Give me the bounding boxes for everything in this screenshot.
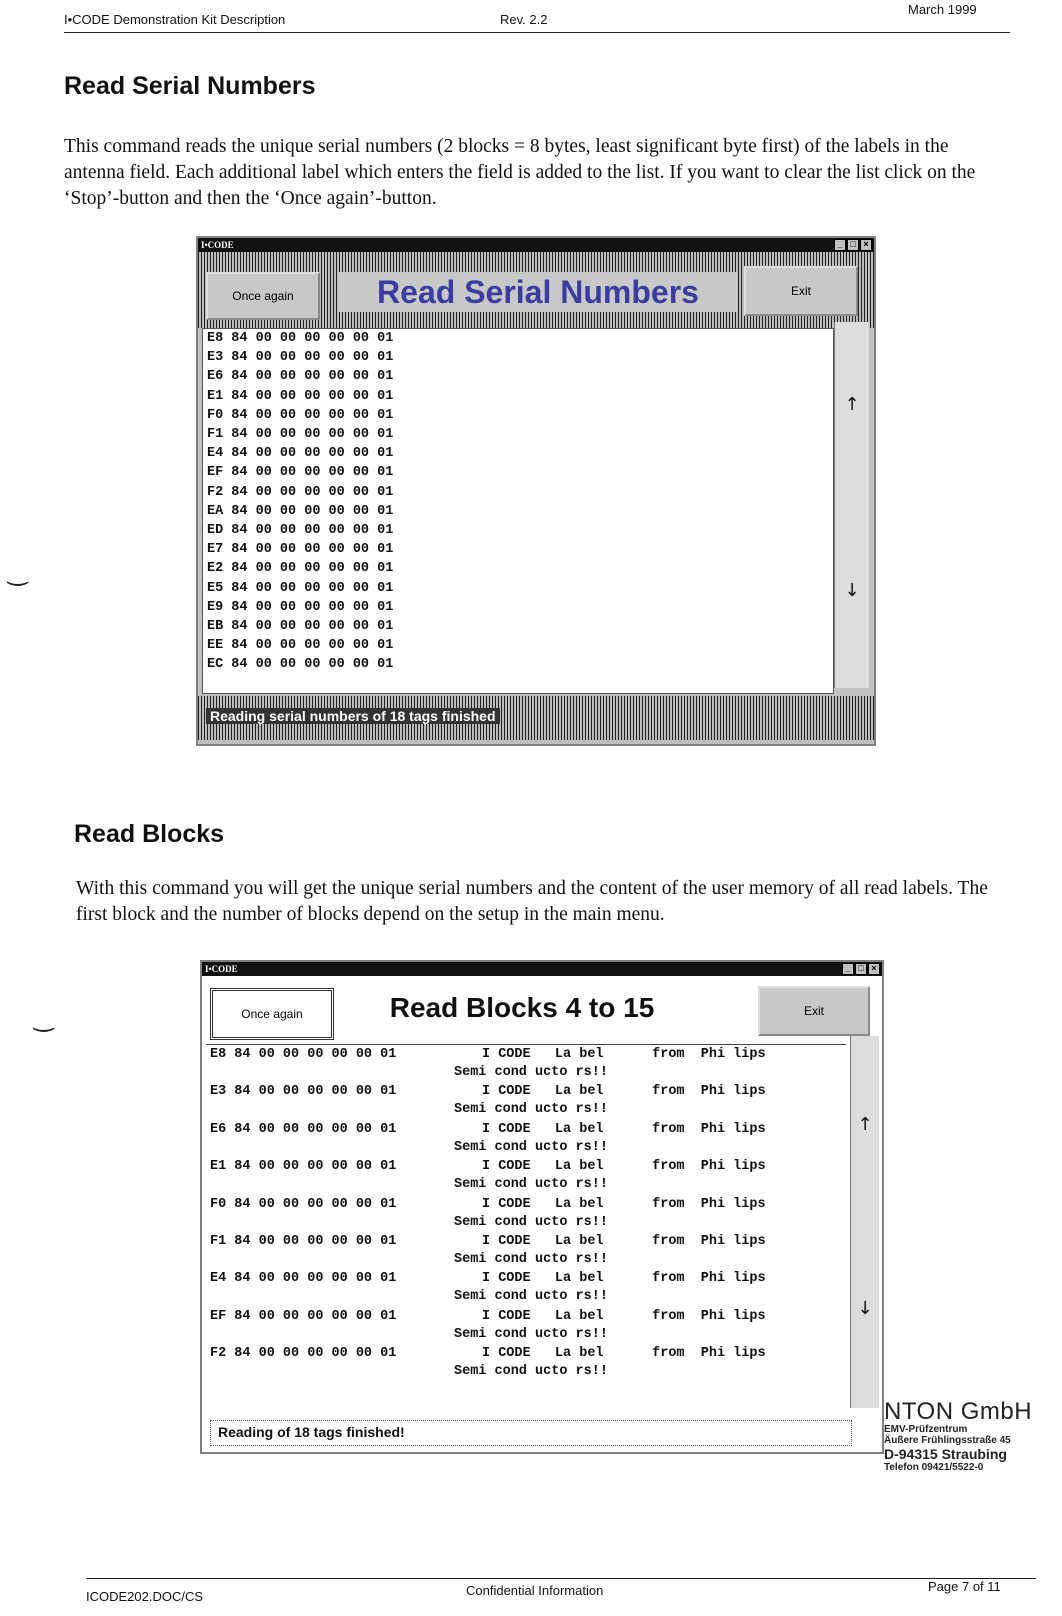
read-blocks-window xyxy=(200,960,884,1454)
margin-mark: ‿ xyxy=(34,1006,54,1032)
status-text: Reading of 18 tags finished! xyxy=(218,1424,405,1440)
block-row-text-line1: I CODE La bel from Phi lips xyxy=(482,1346,766,1362)
serial-row: EB 84 00 00 00 00 00 01 xyxy=(207,619,394,634)
serial-row: E3 84 00 00 00 00 00 01 xyxy=(207,350,394,366)
section-paragraph-read-blocks: With this command you will get the unique serial numbers and the content of the user memory of all read labels. The first block and the number of blocks depend on the setup in the main menu. xyxy=(76,878,988,925)
stamp-line4: Telefon 09421/5522-0 xyxy=(884,1462,984,1473)
once-again-button[interactable]: Once again xyxy=(206,272,320,320)
serial-row: E4 84 00 00 00 00 00 01 xyxy=(207,446,394,462)
header-date: March 1999 xyxy=(908,2,977,17)
block-row-text-line1: I CODE La bel from Phi lips xyxy=(482,1196,766,1212)
arrow-up-icon[interactable]: ↑ xyxy=(844,394,860,415)
stamp-company: NTON GmbH xyxy=(884,1398,1033,1425)
window-app-title: I•CODE xyxy=(201,240,234,250)
block-row-serial: F2 84 00 00 00 00 00 01 xyxy=(210,1346,397,1362)
serial-row: E2 84 00 00 00 00 00 01 xyxy=(207,561,394,577)
vertical-scrollbar[interactable] xyxy=(850,1036,879,1408)
block-row-text-line2: Semi cond ucto rs!! xyxy=(454,1177,608,1193)
serial-row: EA 84 00 00 00 00 00 01 xyxy=(207,503,394,519)
block-row-serial: E3 84 00 00 00 00 00 01 xyxy=(210,1084,397,1100)
serial-row: E1 84 00 00 00 00 00 01 xyxy=(207,388,394,404)
block-row-text-line1: I CODE La bel from Phi lips xyxy=(482,1047,766,1062)
block-row-text-line2: Semi cond ucto rs!! xyxy=(454,1364,608,1380)
exit-button[interactable]: Exit xyxy=(744,266,858,316)
minimize-icon[interactable]: _ xyxy=(834,239,846,251)
serial-row: ED 84 00 00 00 00 00 01 xyxy=(207,523,394,538)
block-row-text-line1: I CODE La bel from Phi lips xyxy=(482,1084,766,1100)
serial-row: E6 84 00 00 00 00 00 01 xyxy=(207,369,394,385)
block-row-text-line1: I CODE La bel from Phi lips xyxy=(482,1271,766,1287)
block-row-text-line2: Semi cond ucto rs!! xyxy=(454,1289,608,1305)
vertical-scrollbar[interactable] xyxy=(834,322,869,688)
serial-row: F0 84 00 00 00 00 00 01 xyxy=(207,407,394,423)
block-row-serial: F1 84 00 00 00 00 00 01 xyxy=(210,1234,397,1249)
serial-row: E8 84 00 00 00 00 00 01 xyxy=(207,331,394,346)
block-row-text-line1: I CODE La bel from Phi lips xyxy=(482,1121,766,1137)
margin-mark: ‿ xyxy=(8,560,28,586)
header-revision: Rev. 2.2 xyxy=(500,12,548,27)
window-title-bar xyxy=(198,238,874,252)
block-data-list xyxy=(206,1044,846,1393)
footer-page-number: Page 7 of 11 xyxy=(928,1579,1001,1594)
window-app-title: I•CODE xyxy=(205,964,238,974)
section-paragraph-read-serial-numbers: This command reads the unique serial numbers (2 blocks = 8 bytes, least significant byte first) of the labels in the antenna field. Each additional label which enters the field is added to the list. If you want to clear the list click on the ‘Stop’-button and then the ‘Once again’-button. xyxy=(64,136,976,209)
company-stamp xyxy=(884,1398,1044,1473)
stamp-line2: Äußere Frühlingsstraße 45 xyxy=(884,1435,1011,1446)
window-heading: Read Blocks 4 to 15 xyxy=(389,992,655,1023)
close-icon[interactable]: × xyxy=(860,239,872,251)
block-row-text-line2: Semi cond ucto rs!! xyxy=(454,1139,608,1155)
block-row-serial: E8 84 00 00 00 00 00 01 xyxy=(210,1047,397,1062)
block-row-text-line1: I CODE La bel from Phi lips xyxy=(482,1159,766,1175)
serial-row: EC 84 00 00 00 00 00 01 xyxy=(207,657,394,673)
arrow-down-icon[interactable]: ↓ xyxy=(857,1298,873,1319)
block-row-text-line1: I CODE La bel from Phi lips xyxy=(482,1308,766,1324)
block-row-serial: E4 84 00 00 00 00 00 01 xyxy=(210,1271,397,1287)
close-icon[interactable]: × xyxy=(868,963,880,975)
block-row-text-line2: Semi cond ucto rs!! xyxy=(454,1214,608,1230)
maximize-icon[interactable]: □ xyxy=(855,963,867,975)
window-heading: Read Serial Numbers xyxy=(338,272,738,312)
block-row-text-line2: Semi cond ucto rs!! xyxy=(454,1326,608,1342)
block-row-serial: E1 84 00 00 00 00 00 01 xyxy=(210,1159,397,1175)
serial-row: EE 84 00 00 00 00 00 01 xyxy=(207,638,394,654)
page-footer xyxy=(86,1578,1036,1605)
stamp-line3: D-94315 Straubing xyxy=(884,1446,1007,1462)
serial-row: F1 84 00 00 00 00 00 01 xyxy=(207,427,394,442)
serial-row: F2 84 00 00 00 00 00 01 xyxy=(207,484,394,500)
serial-row: E5 84 00 00 00 00 00 01 xyxy=(207,580,394,596)
footer-filename: ICODE202.DOC/CS xyxy=(86,1589,204,1604)
block-row-text-line2: Semi cond ucto rs!! xyxy=(454,1065,608,1080)
footer-confidential: Confidential Information xyxy=(466,1583,604,1598)
section-title-read-blocks: Read Blocks xyxy=(74,820,225,848)
page-header xyxy=(64,2,1010,33)
read-serial-numbers-window xyxy=(196,236,876,746)
block-row-text-line2: Semi cond ucto rs!! xyxy=(454,1102,608,1118)
window-title-bar xyxy=(202,962,882,976)
once-again-button[interactable]: Once again xyxy=(210,988,334,1040)
serial-row: EF 84 00 00 00 00 00 01 xyxy=(207,465,394,481)
serial-row: E9 84 00 00 00 00 00 01 xyxy=(207,599,394,615)
block-row-text-line2: Semi cond ucto rs!! xyxy=(454,1252,608,1267)
exit-button[interactable]: Exit xyxy=(758,986,870,1036)
minimize-icon[interactable]: _ xyxy=(842,963,854,975)
block-row-serial: F0 84 00 00 00 00 00 01 xyxy=(210,1196,397,1212)
arrow-up-icon[interactable]: ↑ xyxy=(857,1114,873,1135)
serial-row: E7 84 00 00 00 00 00 01 xyxy=(207,542,394,558)
block-row-serial: E6 84 00 00 00 00 00 01 xyxy=(210,1121,397,1137)
section-title-read-serial-numbers: Read Serial Numbers xyxy=(64,72,316,100)
status-text: Reading serial numbers of 18 tags finished xyxy=(206,708,500,724)
block-row-text-line1: I CODE La bel from Phi lips xyxy=(482,1234,766,1249)
arrow-down-icon[interactable]: ↓ xyxy=(844,580,860,601)
serial-number-list xyxy=(202,328,834,694)
maximize-icon[interactable]: □ xyxy=(847,239,859,251)
block-row-serial: EF 84 00 00 00 00 00 01 xyxy=(210,1308,397,1324)
header-doc-title: I•CODE Demonstration Kit Description xyxy=(64,12,286,27)
stamp-line1: EMV-Prüfzentrum xyxy=(884,1424,968,1435)
